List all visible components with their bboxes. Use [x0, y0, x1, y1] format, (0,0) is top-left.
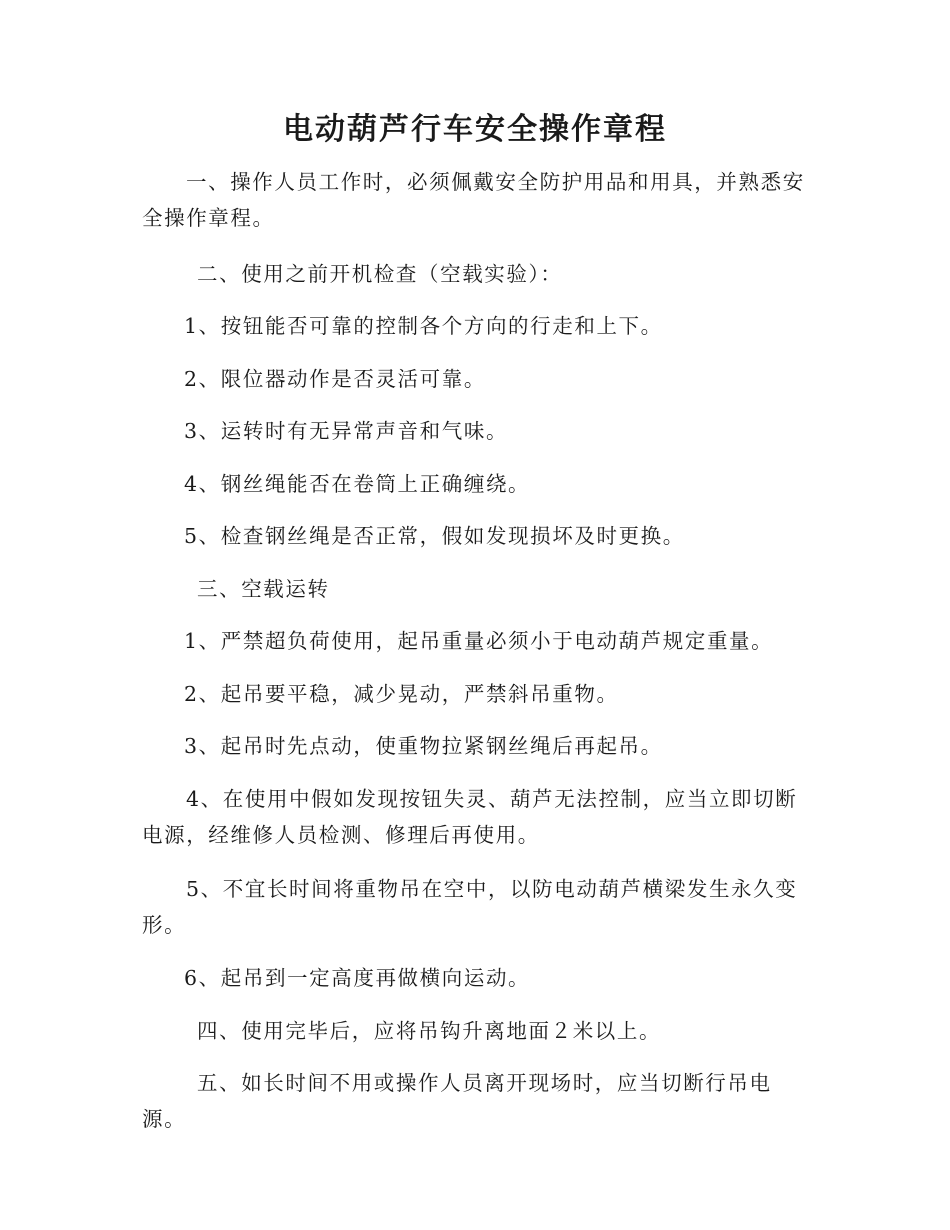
- paragraph-7: 5、检查钢丝绳是否正常，假如发现损坏及时更换。: [184, 524, 685, 548]
- paragraph-13: 5、不宜长时间将重物吊在空中，以防电动葫芦横梁发生永久变形。: [142, 877, 798, 937]
- document-title: 电动葫芦行车安全操作章程: [283, 112, 667, 147]
- paragraph-8: 三、空载运转: [197, 577, 330, 601]
- paragraph-12: 4、在使用中假如发现按钮失灵、葫芦无法控制，应当立即切断电源，经维修人员检测、修理后再使用。: [142, 787, 798, 847]
- paragraph-1: 一、操作人员工作时，必须佩戴安全防护用品和用具，并熟悉安全操作章程。: [142, 170, 805, 230]
- paragraph-14: 6、起吊到一定高度再做横向运动。: [184, 966, 531, 990]
- paragraph-2: 二、使用之前开机检查（空载实验）：: [197, 262, 563, 286]
- paragraph-11: 3、起吊时先点动，使重物拉紧钢丝绳后再起吊。: [184, 734, 663, 758]
- paragraph-16: 五、如长时间不用或操作人员离开现场时，应当切断行吊电源。: [142, 1071, 772, 1131]
- paragraph-15: 四、使用完毕后，应将吊钩升离地面２米以上。: [197, 1019, 662, 1043]
- paragraph-9: 1、严禁超负荷使用，起吊重量必须小于电动葫芦规定重量。: [184, 629, 774, 653]
- paragraph-4: 2、限位器动作是否灵活可靠。: [184, 367, 486, 391]
- paragraph-5: 3、运转时有无异常声音和气味。: [184, 419, 509, 443]
- paragraph-6: 4、钢丝绳能否在卷筒上正确缠绕。: [184, 472, 531, 496]
- paragraph-10: 2、起吊要平稳，减少晃动，严禁斜吊重物。: [184, 682, 619, 706]
- paragraph-3: 1、按钮能否可靠的控制各个方向的行走和上下。: [184, 314, 663, 338]
